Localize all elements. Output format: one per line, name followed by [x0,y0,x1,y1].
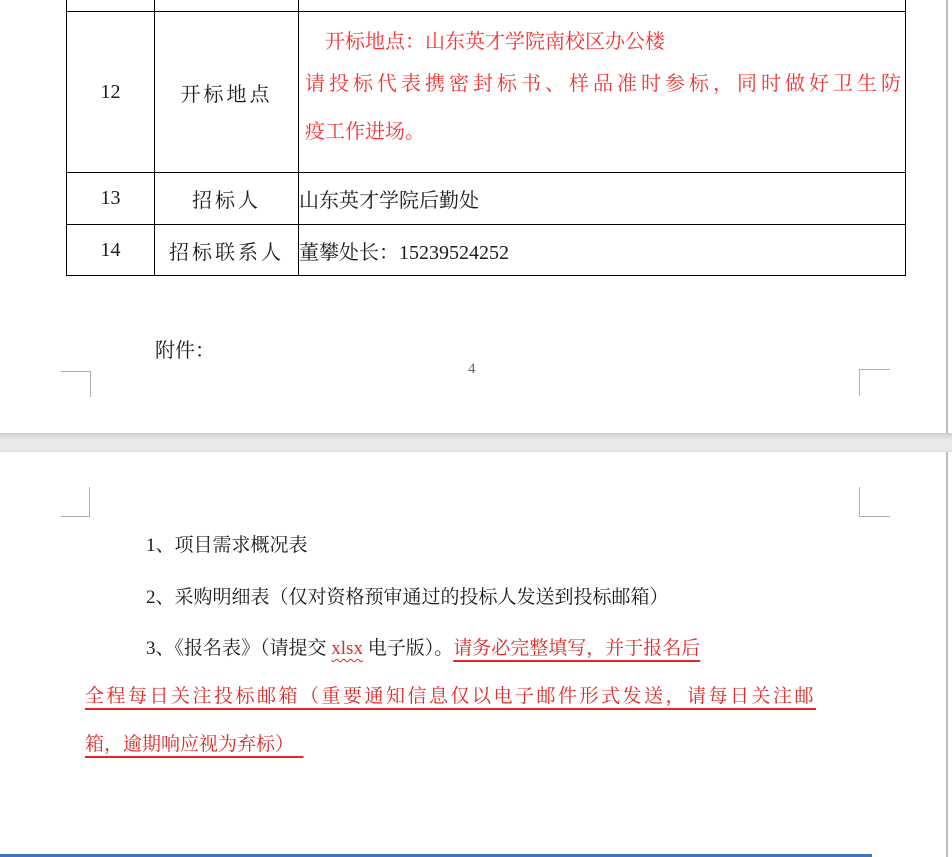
page-right-edge [946,0,948,433]
row-number: 13 [100,187,121,209]
attachment-item-1: 1、项目需求概况表 [146,535,308,556]
tenderer-cell [299,173,906,225]
row-label: 开标地点 [180,83,273,106]
page-number: 4 [468,361,476,377]
content-line: 请投标代表携密封标书、样品准时参标，同时做好卫生防 [305,73,905,95]
row-label: 招标联系人 [169,241,284,264]
page-break-gap [0,433,952,452]
table-row-12 [67,12,906,173]
table-row-14 [67,225,906,276]
attachment-item-3 [146,633,700,660]
table-cell [155,0,299,12]
row-number-cell [67,225,155,276]
margin-corner-mark-bottom-left [61,371,91,397]
row-number: 14 [100,238,121,261]
table-row-partial [67,0,906,12]
row-number-cell [67,173,155,225]
row-content-cell [299,12,906,173]
row-label: 招标人 [192,190,261,212]
margin-corner-mark-bottom-right [859,369,890,396]
bid-opening-location-text [299,12,905,156]
item-3-suffix: 电子版）。 [362,638,454,659]
row-label-cell [155,173,299,225]
margin-corner-mark-top-left [61,487,90,517]
page-right-edge [946,452,948,857]
table-cell [67,0,155,12]
row-label-cell [155,225,299,276]
margin-corner-mark-top-right [859,487,890,517]
xlsx-filetype-text: xlsx [331,638,363,659]
table-cell [299,0,906,12]
row-number-cell [67,12,155,173]
table-row-13 [67,173,906,225]
tenderer-name: 山东英才学院后勤处 [299,190,479,212]
item-3-red-emphasis: 请务必完整填写，并于报名后 [453,638,701,659]
tender-info-table [66,0,906,276]
contact-info: 董攀处长：15239524252 [299,241,509,264]
content-line: 开标地点：山东英才学院南校区办公楼 [325,31,665,53]
attachment-item-2: 2、采购明细表（仅对资格预审通过的投标人发送到投标邮箱） [146,587,669,608]
red-emphasis-line-3: 箱，逾期响应视为弃标） [85,734,304,755]
item-3-prefix: 3、《报名表》（请提交 [146,638,332,659]
contact-cell [299,225,906,276]
row-label-cell [155,12,299,173]
row-number: 12 [100,80,121,103]
attachment-heading: 附件： [155,340,215,362]
content-line: 疫工作进场。 [305,121,425,143]
red-emphasis-line-2: 全程每日关注投标邮箱（重要通知信息仅以电子邮件形式发送，请每日关注邮 [85,686,817,707]
